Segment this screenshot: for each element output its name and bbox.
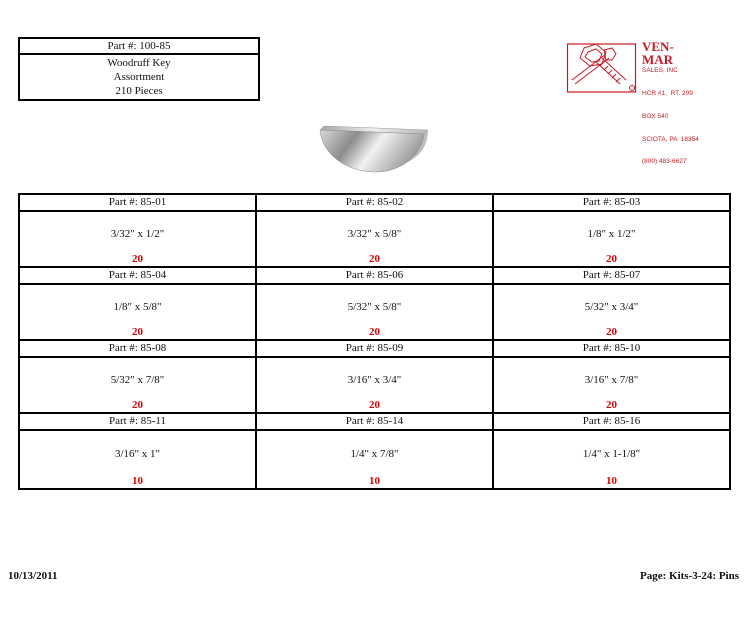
part-number: Part #: 85-07: [494, 268, 729, 285]
kit-header-box: [18, 37, 260, 101]
part-size: 3/16" x 1": [114, 448, 161, 460]
part-number: Part #: 85-16: [494, 414, 729, 431]
logo-address: [642, 52, 699, 181]
part-number: Part #: 85-14: [257, 414, 492, 431]
part-number: Part #: 85-11: [20, 414, 255, 431]
part-size: 3/16" x 7/8": [584, 373, 639, 386]
part-quantity: 20: [606, 326, 617, 338]
part-size: 1/4" x 7/8": [350, 448, 399, 460]
logo-brand-name: VEN-MAR: [642, 39, 674, 67]
part-cell: [494, 268, 729, 339]
logo-address-line: HCR #1, RT. 209: [642, 89, 693, 97]
part-cell: [20, 341, 257, 412]
grid-row: [20, 414, 729, 488]
kit-description: [20, 55, 258, 99]
part-size: 3/32" x 5/8": [347, 227, 402, 240]
grid-row: [20, 195, 729, 268]
part-quantity: 20: [132, 326, 143, 338]
part-cell: [257, 341, 494, 412]
part-number: Part #: 85-06: [257, 268, 492, 285]
part-cell: [20, 414, 257, 488]
part-quantity: 20: [606, 253, 617, 265]
part-number: Part #: 85-01: [20, 195, 255, 212]
footer-page-label: Page: Kits-3-24: Pins: [640, 570, 739, 582]
woodruff-key-image: [316, 124, 432, 174]
part-quantity: 20: [369, 399, 380, 411]
logo-address-line: SALES, INC: [642, 67, 678, 75]
part-quantity: 10: [369, 475, 380, 487]
footer-date: 10/13/2011: [8, 570, 58, 582]
part-quantity: 10: [606, 475, 617, 487]
part-number: Part #: 85-03: [494, 195, 729, 212]
kit-desc-line: Assortment: [113, 71, 165, 83]
part-size: 5/32" x 5/8": [347, 300, 402, 313]
part-number: Part #: 85-04: [20, 268, 255, 285]
kit-desc-line: 210 Pieces: [115, 85, 163, 97]
kit-part-number: Part #: 100-85: [20, 39, 258, 55]
kit-desc-line: Woodruff Key: [107, 57, 171, 69]
part-cell: [494, 414, 729, 488]
part-quantity: 20: [606, 399, 617, 411]
part-size: 5/32" x 7/8": [110, 373, 165, 386]
logo-address-line: BOX 540: [642, 112, 669, 120]
grid-row: [20, 341, 729, 414]
part-number: Part #: 85-09: [257, 341, 492, 358]
part-number: Part #: 85-02: [257, 195, 492, 212]
logo-address-line: SCIOTA, PA 18354: [642, 135, 699, 143]
part-cell: [257, 414, 494, 488]
part-cell: [20, 195, 257, 266]
part-size: 1/8" x 5/8": [113, 300, 162, 313]
part-size: 3/32" x 1/2": [110, 227, 165, 240]
company-logo: [566, 39, 699, 166]
parts-grid: [18, 193, 731, 490]
part-number: Part #: 85-10: [494, 341, 729, 358]
part-quantity: 10: [132, 475, 143, 487]
part-size: 5/32" x 3/4": [584, 300, 639, 313]
part-cell: [494, 195, 729, 266]
part-cell: [494, 341, 729, 412]
logo-address-line: (800) 483-6627: [642, 158, 687, 166]
part-cell: [257, 268, 494, 339]
part-cell: [257, 195, 494, 266]
part-number: Part #: 85-08: [20, 341, 255, 358]
part-size: 1/8" x 1/2": [587, 227, 636, 240]
bolt-nut-logo-icon: [566, 40, 642, 96]
grid-row: [20, 268, 729, 341]
part-quantity: 20: [369, 253, 380, 265]
part-quantity: 20: [132, 253, 143, 265]
part-size: 1/4" x 1-1/8": [582, 448, 641, 460]
part-size: 3/16" x 3/4": [347, 373, 402, 386]
part-quantity: 20: [369, 326, 380, 338]
part-quantity: 20: [132, 399, 143, 411]
part-cell: [20, 268, 257, 339]
